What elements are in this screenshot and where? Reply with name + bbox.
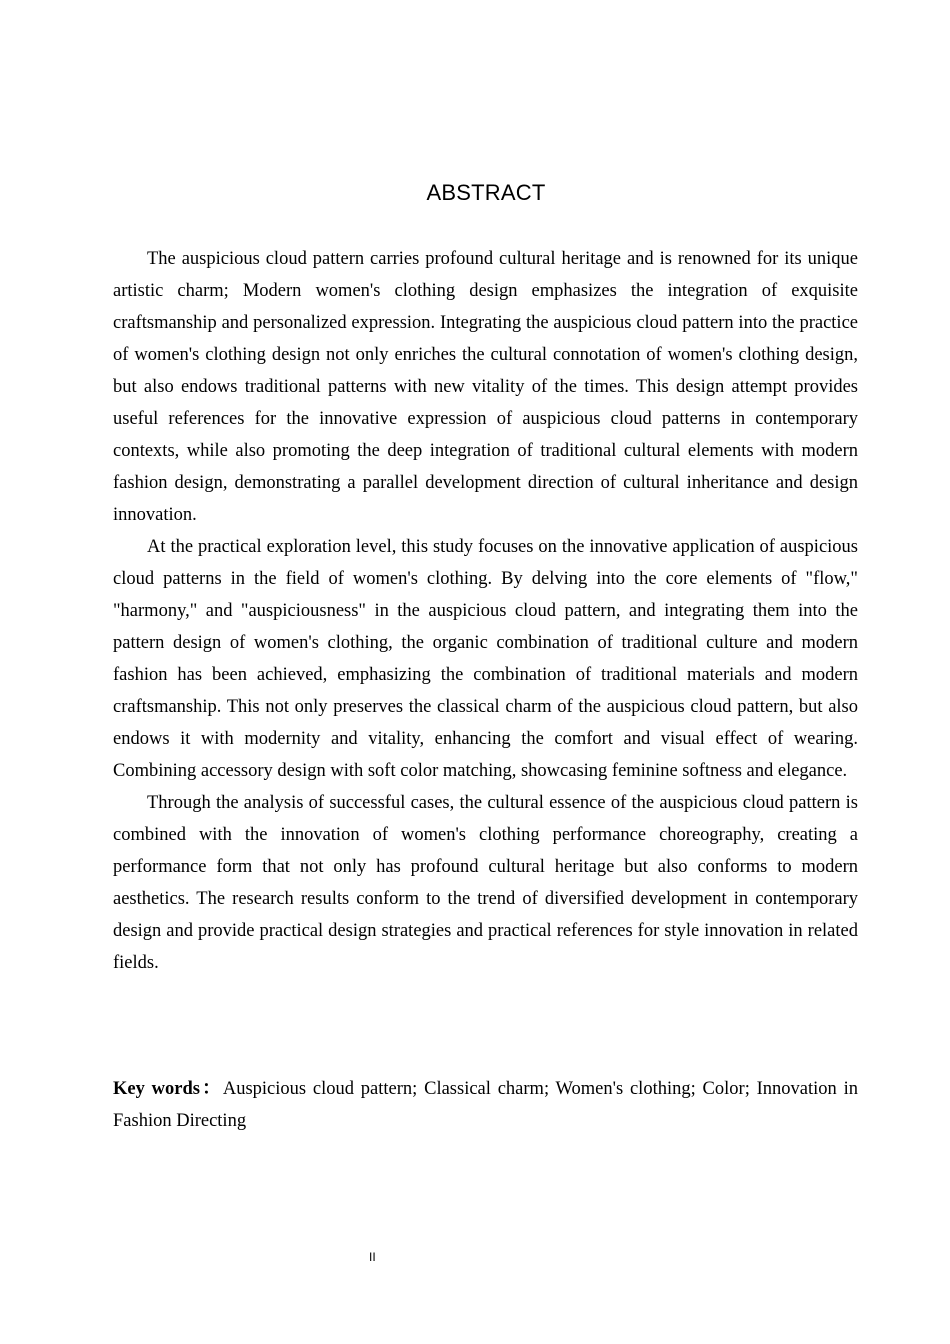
keywords-line xyxy=(113,1073,858,1137)
abstract-paragraph-1: The auspicious cloud pattern carries profound cultural heritage and is renowned for its unique artistic charm; Modern women's clothing design emphasizes the integration of exquisite craftsmanship and personalized expression. Integrating the auspicious cloud pattern into the practice of women's clothing design not only enriches the cultural connotation of women's clothing design, but also endows traditional patterns with new vitality of the times. This design attempt provides useful references for the innovative expression of auspicious cloud patterns in contemporary contexts, while also promoting the deep integration of traditional cultural elements with modern fashion design, demonstrating a parallel development direction of cultural inheritance and design innovation. xyxy=(113,249,858,525)
abstract-paragraph-3: Through the analysis of successful cases, the cultural essence of the auspicious cloud pattern is combined with the innovation of women's clothing performance choreography, creating a performance form that not only has profound cultural heritage but also conforms to modern aesthetics. The research results conform to the trend of diversified development in contemporary design and provide practical design strategies and practical references for style innovation in related fields. xyxy=(113,793,858,973)
abstract-title: ABSTRACT xyxy=(426,180,546,205)
page-number: II xyxy=(369,1250,376,1264)
abstract-body xyxy=(113,243,858,979)
abstract-paragraph-2: At the practical exploration level, this study focuses on the innovative application of auspicious cloud patterns in the field of women's clothing. By delving into the core elements of "flow," "harmony," and "auspiciousness" in the auspicious cloud pattern, and integrating them into the pattern design of women's clothing, the organic combination of traditional culture and modern fashion has been achieved, emphasizing the combination of traditional materials and modern craftsmanship. This not only preserves the classical charm of the auspicious cloud pattern, but also endows it with modernity and vitality, enhancing the comfort and visual effect of wearing. Combining accessory design with soft color matching, showcasing feminine softness and elegance. xyxy=(113,537,858,781)
keywords-text: Auspicious cloud pattern; Classical charm; Women's clothing; Color; Innovation in Fashion Directing xyxy=(113,1079,858,1131)
keywords-label: Key words： xyxy=(113,1079,223,1099)
